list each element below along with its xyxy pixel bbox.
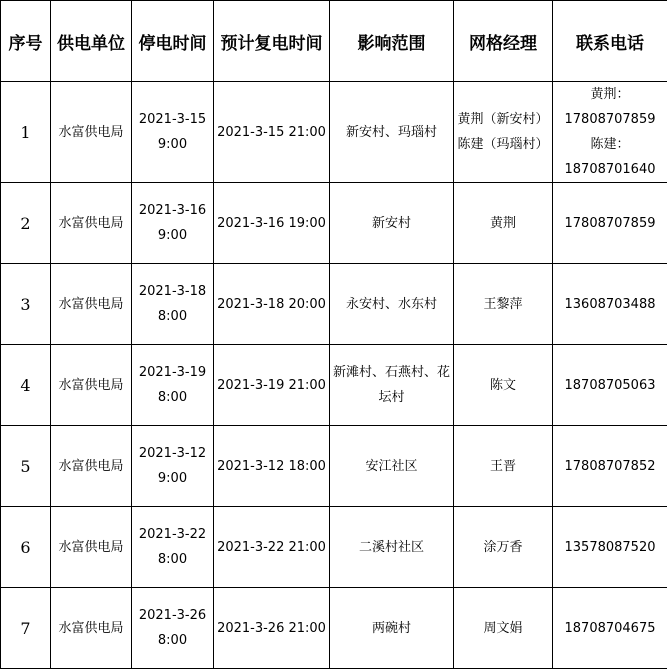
restore-time-value: 2021-3-16 19:00	[217, 215, 326, 231]
outage-date: 2021-3-18	[138, 284, 207, 299]
affected-area	[330, 82, 454, 183]
outage-clock: 9:00	[157, 137, 188, 152]
restore-time	[214, 82, 330, 183]
row-index	[1, 82, 51, 183]
grid-manager-name: 周文娟	[483, 620, 523, 636]
grid-manager	[454, 507, 553, 588]
table-row	[1, 588, 667, 669]
grid-manager-name: 陈建（玛瑙村）	[457, 137, 549, 152]
outage-clock: 8:00	[157, 633, 188, 648]
supply-unit-value: 水富供电局	[58, 124, 124, 140]
row-index	[1, 426, 51, 507]
supply-unit-value: 水富供电局	[58, 620, 124, 636]
outage-time	[132, 264, 214, 345]
supply-unit	[51, 588, 132, 669]
contact-phone-line: 黄荆：	[590, 87, 630, 102]
row-index	[1, 264, 51, 345]
affected-area	[330, 507, 454, 588]
affected-area	[330, 588, 454, 669]
outage-clock: 8:00	[157, 309, 188, 324]
outage-clock: 8:00	[157, 390, 188, 405]
outage-time	[132, 82, 214, 183]
restore-time	[214, 507, 330, 588]
outage-clock: 9:00	[157, 228, 188, 243]
table-row	[1, 82, 667, 183]
outage-date: 2021-3-19	[138, 365, 207, 380]
supply-unit	[51, 426, 132, 507]
header-row	[1, 1, 667, 82]
outage-date: 2021-3-15	[138, 112, 207, 127]
affected-area	[330, 426, 454, 507]
grid-manager	[454, 183, 553, 264]
contact-phone	[553, 82, 667, 183]
outage-time	[132, 507, 214, 588]
grid-manager	[454, 264, 553, 345]
affected-area-value: 安江社区	[365, 458, 418, 474]
affected-area	[330, 345, 454, 426]
outage-clock: 9:00	[157, 471, 188, 486]
row-index-value: 6	[20, 537, 31, 557]
grid-manager	[454, 588, 553, 669]
restore-time	[214, 426, 330, 507]
restore-time	[214, 264, 330, 345]
supply-unit-value: 水富供电局	[58, 296, 124, 312]
supply-unit	[51, 264, 132, 345]
grid-manager	[454, 345, 553, 426]
restore-time-value: 2021-3-12 18:00	[217, 458, 326, 474]
row-index	[1, 507, 51, 588]
restore-time	[214, 588, 330, 669]
affected-area-value: 新安村、玛瑙村	[345, 124, 437, 140]
restore-time	[214, 345, 330, 426]
grid-manager-name: 王晋	[489, 458, 516, 474]
outage-date: 2021-3-22	[138, 527, 207, 542]
header-grid-manager: 网格经理	[454, 1, 553, 82]
supply-unit-value: 水富供电局	[58, 377, 124, 393]
supply-unit	[51, 507, 132, 588]
supply-unit	[51, 183, 132, 264]
row-index	[1, 183, 51, 264]
row-index	[1, 345, 51, 426]
outage-time	[132, 588, 214, 669]
outage-date: 2021-3-16	[138, 203, 207, 218]
header-index: 序号	[1, 1, 51, 82]
affected-area-value: 两碗村	[371, 620, 411, 636]
restore-time-value: 2021-3-19 21:00	[217, 377, 326, 393]
affected-area-value: 新安村	[371, 215, 411, 231]
table-row	[1, 507, 667, 588]
contact-phone	[553, 507, 667, 588]
supply-unit	[51, 82, 132, 183]
restore-time-value: 2021-3-22 21:00	[217, 539, 326, 555]
grid-manager	[454, 82, 553, 183]
row-index-value: 4	[20, 375, 31, 395]
affected-area-value: 永安村、水东村	[345, 296, 437, 312]
supply-unit-value: 水富供电局	[58, 215, 124, 231]
supply-unit-value: 水富供电局	[58, 539, 124, 555]
grid-manager-name: 王黎萍	[483, 296, 523, 312]
outage-time	[132, 345, 214, 426]
outage-date: 2021-3-26	[138, 608, 207, 623]
contact-phone-line: 17808707859	[564, 215, 656, 231]
header-unit: 供电单位	[51, 1, 132, 82]
row-index-value: 5	[20, 456, 31, 476]
supply-unit-value: 水富供电局	[58, 458, 124, 474]
contact-phone-line: 18708705063	[564, 377, 656, 393]
restore-time-value: 2021-3-15 21:00	[217, 124, 326, 140]
outage-clock: 8:00	[157, 552, 188, 567]
affected-area	[330, 183, 454, 264]
header-affected-area: 影响范围	[330, 1, 454, 82]
table-row	[1, 345, 667, 426]
outage-time	[132, 183, 214, 264]
contact-phone-line: 13608703488	[564, 296, 656, 312]
contact-phone	[553, 264, 667, 345]
table-row	[1, 426, 667, 507]
restore-time	[214, 183, 330, 264]
affected-area-value: 二溪村社区	[358, 539, 424, 555]
row-index	[1, 588, 51, 669]
row-index-value: 7	[20, 618, 31, 638]
header-restore-time: 预计复电时间	[214, 1, 330, 82]
header-outage-time: 停电时间	[132, 1, 214, 82]
supply-unit	[51, 345, 132, 426]
contact-phone-line: 17808707859	[564, 112, 656, 127]
outage-date: 2021-3-12	[138, 446, 207, 461]
grid-manager-name: 陈文	[489, 377, 516, 393]
contact-phone-line: 陈建：	[590, 137, 630, 152]
grid-manager-name: 黄荆	[489, 215, 516, 231]
grid-manager-name: 涂万香	[483, 539, 523, 555]
affected-area	[330, 264, 454, 345]
outage-time	[132, 426, 214, 507]
row-index-value: 2	[20, 213, 31, 233]
contact-phone	[553, 588, 667, 669]
contact-phone	[553, 426, 667, 507]
affected-area-value: 新滩村、石燕村、花坛村	[332, 365, 450, 405]
row-index-value: 3	[20, 294, 31, 314]
contact-phone-line: 13578087520	[564, 539, 656, 555]
contact-phone	[553, 345, 667, 426]
grid-manager-name: 黄荆（新安村）	[457, 112, 549, 127]
contact-phone-line: 17808707852	[564, 458, 656, 474]
contact-phone	[553, 183, 667, 264]
contact-phone-line: 18708701640	[564, 162, 656, 177]
restore-time-value: 2021-3-26 21:00	[217, 620, 326, 636]
table-row	[1, 183, 667, 264]
header-phone: 联系电话	[553, 1, 667, 82]
row-index-value: 1	[20, 122, 31, 142]
grid-manager	[454, 426, 553, 507]
restore-time-value: 2021-3-18 20:00	[217, 296, 326, 312]
contact-phone-line: 18708704675	[564, 620, 656, 636]
table-row	[1, 264, 667, 345]
